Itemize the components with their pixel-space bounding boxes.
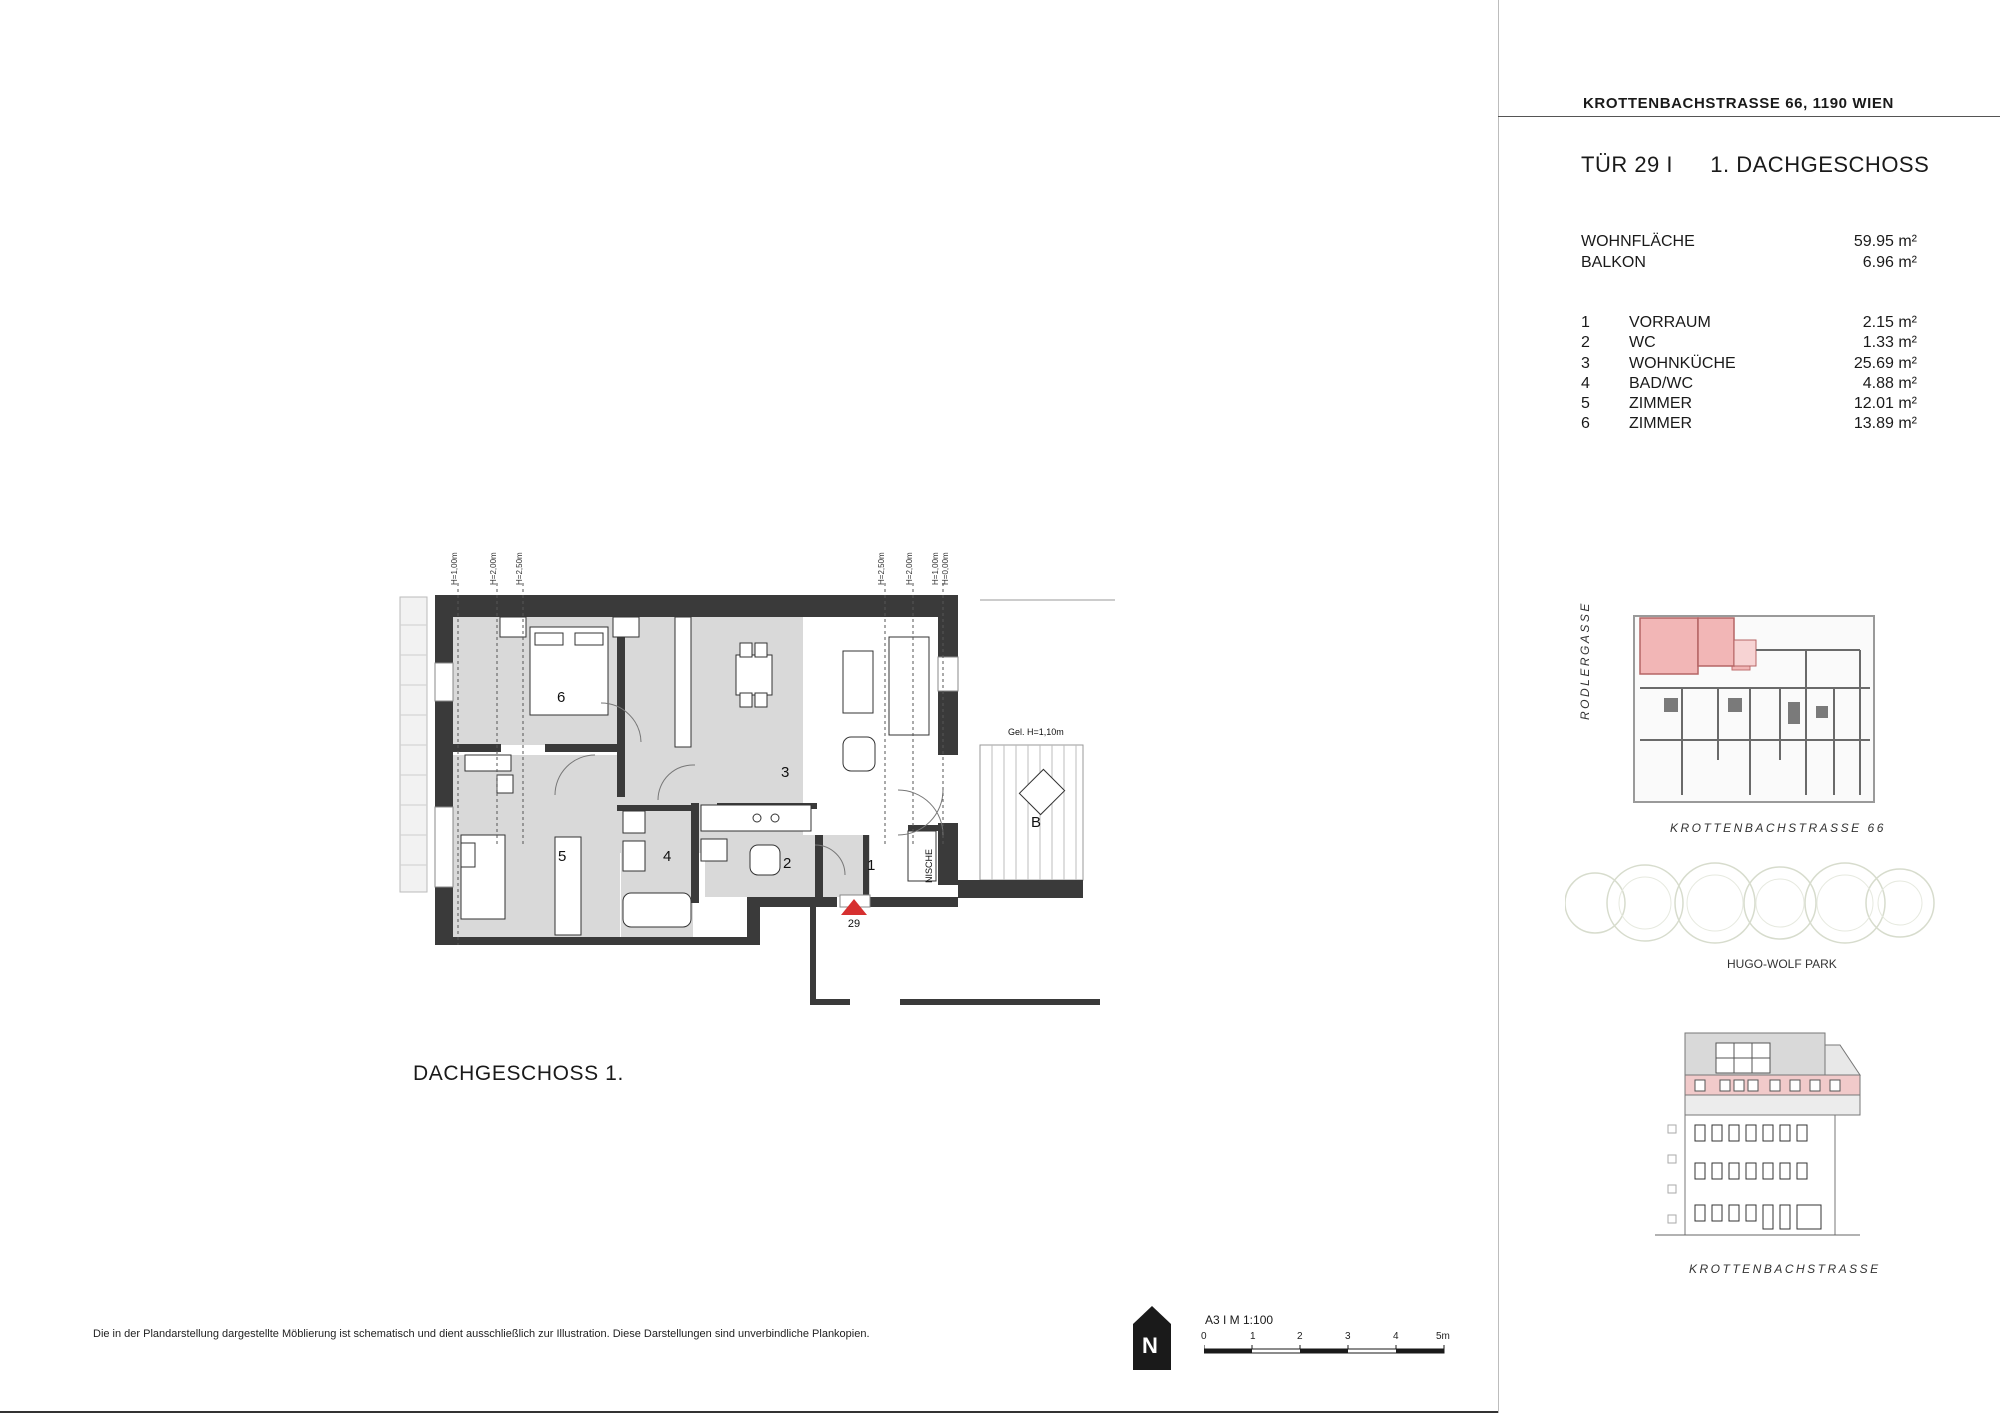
park-illustration <box>1565 858 1945 948</box>
area-label: BALKON <box>1581 254 1646 271</box>
facade-elevation <box>1650 1025 1865 1245</box>
room-number: 3 <box>1581 355 1590 372</box>
room-name: VORRAUM <box>1629 314 1711 331</box>
room-label-1: 1 <box>867 857 876 874</box>
scale-tick: 1 <box>1250 1331 1256 1342</box>
room-label-2: 2 <box>783 855 792 872</box>
dining-table <box>736 655 772 695</box>
panel-divider <box>1498 0 1499 1413</box>
room-row <box>1581 355 1917 375</box>
area-row-balcony <box>1581 254 1917 274</box>
floor-plan <box>395 545 1130 1010</box>
room-label-4: 4 <box>663 848 672 865</box>
area-value: 59.95 m² <box>1853 233 1917 250</box>
park-label: HUGO-WOLF PARK <box>1727 957 1837 971</box>
room-area: 13.89 m² <box>1853 415 1917 432</box>
street-bottom-label: KROTTENBACHSTRASSE 66 <box>1670 821 1886 835</box>
height-right-4: H=0,00m <box>941 552 950 585</box>
room-area: 1.33 m² <box>1862 334 1917 351</box>
room-row <box>1581 415 1917 435</box>
balcony <box>980 600 1115 880</box>
height-left-3: H=2,50m <box>515 552 524 585</box>
room-name: WC <box>1629 334 1656 351</box>
address: KROTTENBACHSTRASSE 66, 1190 WIEN <box>1583 95 1894 112</box>
balcony-height-label: Gel. H=1,10m <box>1008 727 1064 737</box>
height-right-1: H=2,50m <box>877 552 886 585</box>
room-area: 25.69 m² <box>1853 355 1917 372</box>
scale-tick: 5m <box>1436 1331 1450 1342</box>
room-number: 2 <box>1581 334 1590 351</box>
room-name: ZIMMER <box>1629 395 1693 412</box>
room-row <box>1581 314 1917 334</box>
room-name: WOHNKÜCHE <box>1629 355 1736 372</box>
area-value: 6.96 m² <box>1862 254 1917 271</box>
site-plan <box>1620 610 1880 810</box>
scale-tick: 3 <box>1345 1331 1351 1342</box>
room-label-b: B <box>1031 814 1042 831</box>
elevation-street-label: KROTTENBACHSTRASSE <box>1689 1262 1881 1276</box>
room-label-3: 3 <box>781 764 790 781</box>
scale-tick: 2 <box>1297 1331 1303 1342</box>
north-label: N <box>1142 1333 1158 1358</box>
scale-tick: 4 <box>1393 1331 1399 1342</box>
street-side-label: RODLERGASSE <box>1578 601 1592 720</box>
niche-label: NISCHE <box>924 848 934 883</box>
scale-label: A3 I M 1:100 <box>1205 1313 1274 1327</box>
floor-name: 1. DACHGESCHOSS <box>1710 152 1930 177</box>
room-number: 1 <box>1581 314 1590 331</box>
height-left-2: H=2,00m <box>489 552 498 585</box>
terrace-strip <box>400 597 427 892</box>
room-row <box>1581 375 1917 395</box>
plan-title: DACHGESCHOSS 1. <box>413 1062 624 1085</box>
room-name: ZIMMER <box>1629 415 1693 432</box>
room-row <box>1581 395 1917 415</box>
unit-highlight <box>1640 618 1698 674</box>
scale-bar <box>1204 1345 1446 1357</box>
room-name: BAD/WC <box>1629 375 1693 392</box>
entry-number: 29 <box>847 918 861 930</box>
room-row <box>1581 334 1917 354</box>
room-area: 12.01 m² <box>1853 395 1917 412</box>
unit-title <box>1581 152 1929 178</box>
door-number: TÜR 29 I <box>1581 152 1674 177</box>
room-label-5: 5 <box>558 848 567 865</box>
room-label-6: 6 <box>557 689 566 706</box>
room-number: 6 <box>1581 415 1590 432</box>
room-number: 5 <box>1581 395 1590 412</box>
room-number: 4 <box>1581 375 1590 392</box>
disclaimer: Die in der Plandarstellung dargestellte Möblierung ist schematisch und dient ausschließlich zur Illustration. Diese Darstellungen sind unverbindliche Plankopien. <box>93 1328 870 1340</box>
area-label: WOHNFLÄCHE <box>1581 233 1695 250</box>
room-area: 4.88 m² <box>1862 375 1917 392</box>
header-rule <box>1498 116 2000 117</box>
scale-tick: 0 <box>1201 1331 1207 1342</box>
room-area: 2.15 m² <box>1862 314 1917 331</box>
height-right-3: H=1,00m <box>931 552 940 585</box>
height-left-1: H=1,00m <box>450 552 459 585</box>
height-right-2: H=2,00m <box>905 552 914 585</box>
area-row-living <box>1581 233 1917 253</box>
room-1-floor <box>823 835 870 897</box>
